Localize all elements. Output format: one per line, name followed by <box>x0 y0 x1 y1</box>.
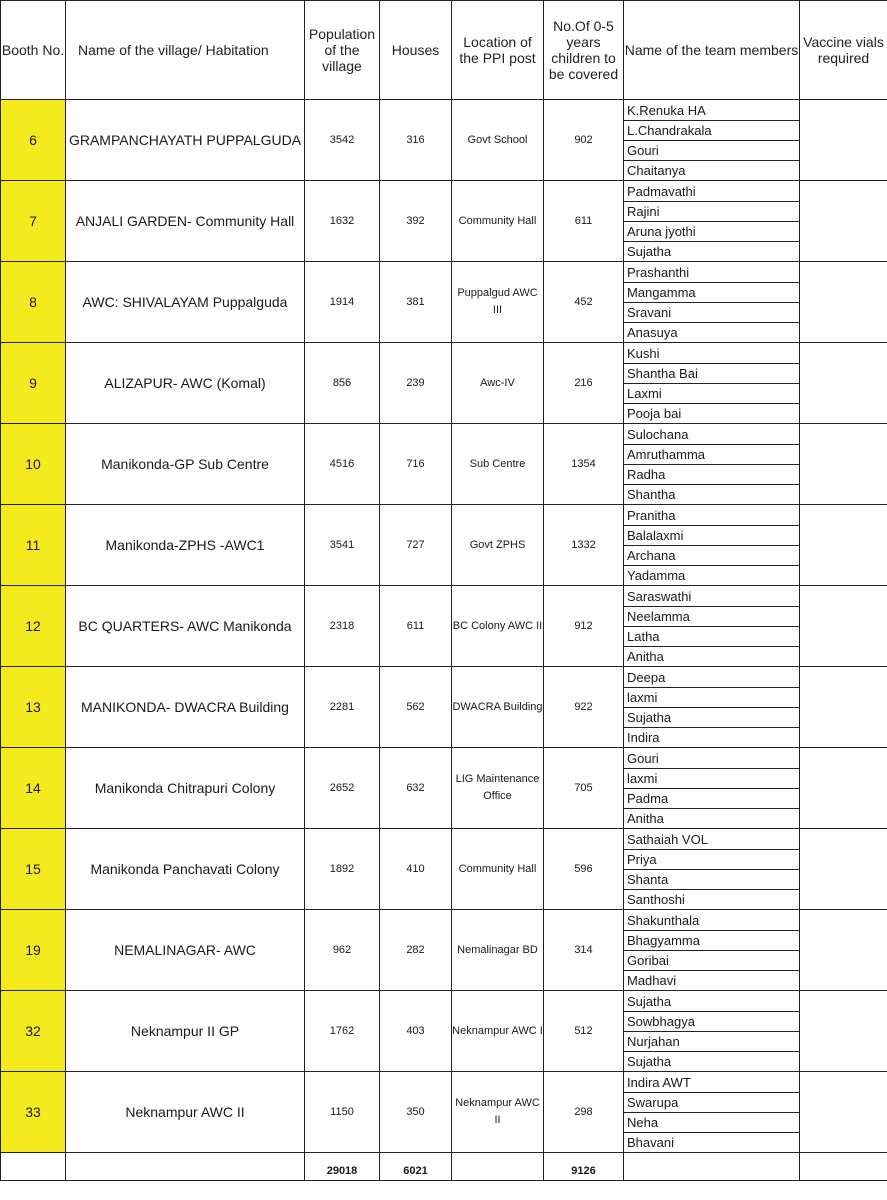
team-member-name: Shantha <box>624 485 800 505</box>
team-member-name: K.Renuka HA <box>624 100 800 121</box>
booth-number: 8 <box>1 262 66 343</box>
team-member-name: Anitha <box>624 647 800 667</box>
village-name: Manikonda Panchavati Colony <box>66 829 305 910</box>
vaccine-vials-cell <box>800 910 887 991</box>
team-member-name: Padmavathi <box>624 181 800 202</box>
team-member-name: Bhagyamma <box>624 931 800 951</box>
village-name: Neknampur AWC II <box>66 1072 305 1153</box>
children-count: 452 <box>544 262 624 343</box>
header-ppi-location: Location of the PPI post <box>452 1 544 100</box>
team-member-name: Anasuya <box>624 323 800 343</box>
table-row <box>1 343 887 364</box>
ppi-location: Govt ZPHS <box>452 505 544 586</box>
team-member-name: Shanta <box>624 870 800 890</box>
houses-value: 632 <box>380 748 452 829</box>
houses-value: 611 <box>380 586 452 667</box>
ppi-location: LIG Maintenance Office <box>452 748 544 829</box>
population-value: 1150 <box>305 1072 380 1153</box>
children-count: 596 <box>544 829 624 910</box>
houses-value: 239 <box>380 343 452 424</box>
total-children: 9126 <box>544 1153 624 1181</box>
team-member-name: Bhavani <box>624 1133 800 1153</box>
population-value: 2281 <box>305 667 380 748</box>
table-row <box>1 667 887 688</box>
team-member-name: Pranitha <box>624 505 800 526</box>
children-count: 912 <box>544 586 624 667</box>
team-member-name: Saraswathi <box>624 586 800 607</box>
totals-booth-cell <box>1 1153 66 1181</box>
totals-vials-cell <box>800 1153 887 1181</box>
header-team-members: Name of the team members <box>624 1 800 100</box>
ppi-location: Neknampur AWC II <box>452 1072 544 1153</box>
vaccine-vials-cell <box>800 424 887 505</box>
header-children-count: No.Of 0-5 years children to be covered <box>544 1 624 100</box>
children-count: 1354 <box>544 424 624 505</box>
ppi-location: Neknampur AWC I <box>452 991 544 1072</box>
team-member-name: Nurjahan <box>624 1032 800 1052</box>
population-value: 1914 <box>305 262 380 343</box>
houses-value: 562 <box>380 667 452 748</box>
booth-number: 6 <box>1 100 66 181</box>
houses-value: 381 <box>380 262 452 343</box>
population-value: 4516 <box>305 424 380 505</box>
team-member-name: Sujatha <box>624 991 800 1012</box>
village-name: AWC: SHIVALAYAM Puppalguda <box>66 262 305 343</box>
table-row <box>1 991 887 1012</box>
team-member-name: Radha <box>624 465 800 485</box>
children-count: 314 <box>544 910 624 991</box>
village-name: Manikonda-GP Sub Centre <box>66 424 305 505</box>
team-member-name: Indira <box>624 728 800 748</box>
children-count: 922 <box>544 667 624 748</box>
children-count: 705 <box>544 748 624 829</box>
village-name: Neknampur II GP <box>66 991 305 1072</box>
team-member-name: Amruthamma <box>624 445 800 465</box>
table-row <box>1 181 887 202</box>
team-member-name: Sujatha <box>624 1052 800 1072</box>
team-member-name: Gouri <box>624 141 800 161</box>
village-name: Manikonda Chitrapuri Colony <box>66 748 305 829</box>
village-name: ANJALI GARDEN- Community Hall <box>66 181 305 262</box>
houses-value: 410 <box>380 829 452 910</box>
team-member-name: Kushi <box>624 343 800 364</box>
children-count: 512 <box>544 991 624 1072</box>
booth-number: 9 <box>1 343 66 424</box>
population-value: 856 <box>305 343 380 424</box>
team-member-name: Mangamma <box>624 283 800 303</box>
village-name: ALIZAPUR- AWC (Komal) <box>66 343 305 424</box>
houses-value: 403 <box>380 991 452 1072</box>
team-member-name: laxmi <box>624 769 800 789</box>
table-row <box>1 505 887 526</box>
village-name: NEMALINAGAR- AWC <box>66 910 305 991</box>
team-member-name: Priya <box>624 850 800 870</box>
team-member-name: Pooja bai <box>624 404 800 424</box>
ppi-location: Awc-IV <box>452 343 544 424</box>
booth-number: 10 <box>1 424 66 505</box>
children-count: 902 <box>544 100 624 181</box>
table-row <box>1 1072 887 1093</box>
table-row <box>1 829 887 850</box>
team-member-name: Sujatha <box>624 242 800 262</box>
booth-number: 12 <box>1 586 66 667</box>
team-member-name: Rajini <box>624 202 800 222</box>
team-member-name: Sulochana <box>624 424 800 445</box>
header-population: Population of the village <box>305 1 380 100</box>
table-row <box>1 262 887 283</box>
village-name: BC QUARTERS- AWC Manikonda <box>66 586 305 667</box>
population-value: 1762 <box>305 991 380 1072</box>
team-member-name: Madhavi <box>624 971 800 991</box>
header-booth-no: Booth No. <box>1 1 66 100</box>
booth-number: 15 <box>1 829 66 910</box>
vaccine-vials-cell <box>800 181 887 262</box>
total-houses: 6021 <box>380 1153 452 1181</box>
team-member-name: Indira AWT <box>624 1072 800 1093</box>
population-value: 1892 <box>305 829 380 910</box>
table-row <box>1 100 887 121</box>
population-value: 2318 <box>305 586 380 667</box>
totals-team-cell <box>624 1153 800 1181</box>
population-value: 3541 <box>305 505 380 586</box>
header-vaccine-vials: Vaccine vials required <box>800 1 887 100</box>
booth-number: 11 <box>1 505 66 586</box>
team-member-name: Latha <box>624 627 800 647</box>
team-member-name: Swarupa <box>624 1093 800 1113</box>
team-member-name: Balalaxmi <box>624 526 800 546</box>
population-value: 2652 <box>305 748 380 829</box>
houses-value: 392 <box>380 181 452 262</box>
village-name: MANIKONDA- DWACRA Building <box>66 667 305 748</box>
team-member-name: Santhoshi <box>624 890 800 910</box>
ppi-location: Nemalinagar BD <box>452 910 544 991</box>
team-member-name: Neelamma <box>624 607 800 627</box>
vaccine-vials-cell <box>800 748 887 829</box>
houses-value: 727 <box>380 505 452 586</box>
table-row <box>1 424 887 445</box>
team-member-name: Shakunthala <box>624 910 800 931</box>
ppi-location: Community Hall <box>452 829 544 910</box>
vaccine-vials-cell <box>800 991 887 1072</box>
vaccine-vials-cell <box>800 100 887 181</box>
village-name: GRAMPANCHAYATH PUPPALGUDA <box>66 100 305 181</box>
table-row <box>1 586 887 607</box>
totals-village-cell <box>66 1153 305 1181</box>
team-member-name: Archana <box>624 546 800 566</box>
team-member-name: Goribai <box>624 951 800 971</box>
team-member-name: Sathaiah VOL <box>624 829 800 850</box>
children-count: 298 <box>544 1072 624 1153</box>
header-row <box>1 1 887 100</box>
booth-number: 14 <box>1 748 66 829</box>
team-member-name: Deepa <box>624 667 800 688</box>
total-population: 29018 <box>305 1153 380 1181</box>
booth-number: 13 <box>1 667 66 748</box>
table-row <box>1 910 887 931</box>
team-member-name: Neha <box>624 1113 800 1133</box>
village-name: Manikonda-ZPHS -AWC1 <box>66 505 305 586</box>
team-member-name: Anitha <box>624 809 800 829</box>
team-member-name: Laxmi <box>624 384 800 404</box>
ppi-location: Govt School <box>452 100 544 181</box>
team-member-name: Sravani <box>624 303 800 323</box>
houses-value: 350 <box>380 1072 452 1153</box>
vaccine-vials-cell <box>800 586 887 667</box>
houses-value: 716 <box>380 424 452 505</box>
team-member-name: Sowbhagya <box>624 1012 800 1032</box>
team-member-name: L.Chandrakala <box>624 121 800 141</box>
team-member-name: Sujatha <box>624 708 800 728</box>
table-body <box>1 100 887 1153</box>
population-value: 1632 <box>305 181 380 262</box>
children-count: 611 <box>544 181 624 262</box>
team-member-name: Chaitanya <box>624 161 800 181</box>
ppi-location: Community Hall <box>452 181 544 262</box>
ppi-location: Sub Centre <box>452 424 544 505</box>
population-value: 962 <box>305 910 380 991</box>
booth-number: 33 <box>1 1072 66 1153</box>
vaccine-vials-cell <box>800 262 887 343</box>
ppi-location: BC Colony AWC II <box>452 586 544 667</box>
vaccine-vials-cell <box>800 343 887 424</box>
ppi-location: DWACRA Building <box>452 667 544 748</box>
booth-number: 19 <box>1 910 66 991</box>
team-member-name: Padma <box>624 789 800 809</box>
children-count: 1332 <box>544 505 624 586</box>
houses-value: 316 <box>380 100 452 181</box>
team-member-name: Yadamma <box>624 566 800 586</box>
population-value: 3542 <box>305 100 380 181</box>
booth-number: 7 <box>1 181 66 262</box>
vaccine-vials-cell <box>800 667 887 748</box>
team-member-name: Prashanthi <box>624 262 800 283</box>
ppi-location: Puppalgud AWC III <box>452 262 544 343</box>
team-member-name: Shantha Bai <box>624 364 800 384</box>
vaccine-vials-cell <box>800 829 887 910</box>
team-member-name: Aruna jyothi <box>624 222 800 242</box>
header-village-name: Name of the village/ Habitation <box>66 1 305 100</box>
children-count: 216 <box>544 343 624 424</box>
totals-location-cell <box>452 1153 544 1181</box>
team-member-name: laxmi <box>624 688 800 708</box>
header-houses: Houses <box>380 1 452 100</box>
table-row <box>1 748 887 769</box>
vaccine-vials-cell <box>800 505 887 586</box>
houses-value: 282 <box>380 910 452 991</box>
totals-row <box>1 1153 887 1181</box>
vaccine-vials-cell <box>800 1072 887 1153</box>
team-member-name: Gouri <box>624 748 800 769</box>
booth-number: 32 <box>1 991 66 1072</box>
